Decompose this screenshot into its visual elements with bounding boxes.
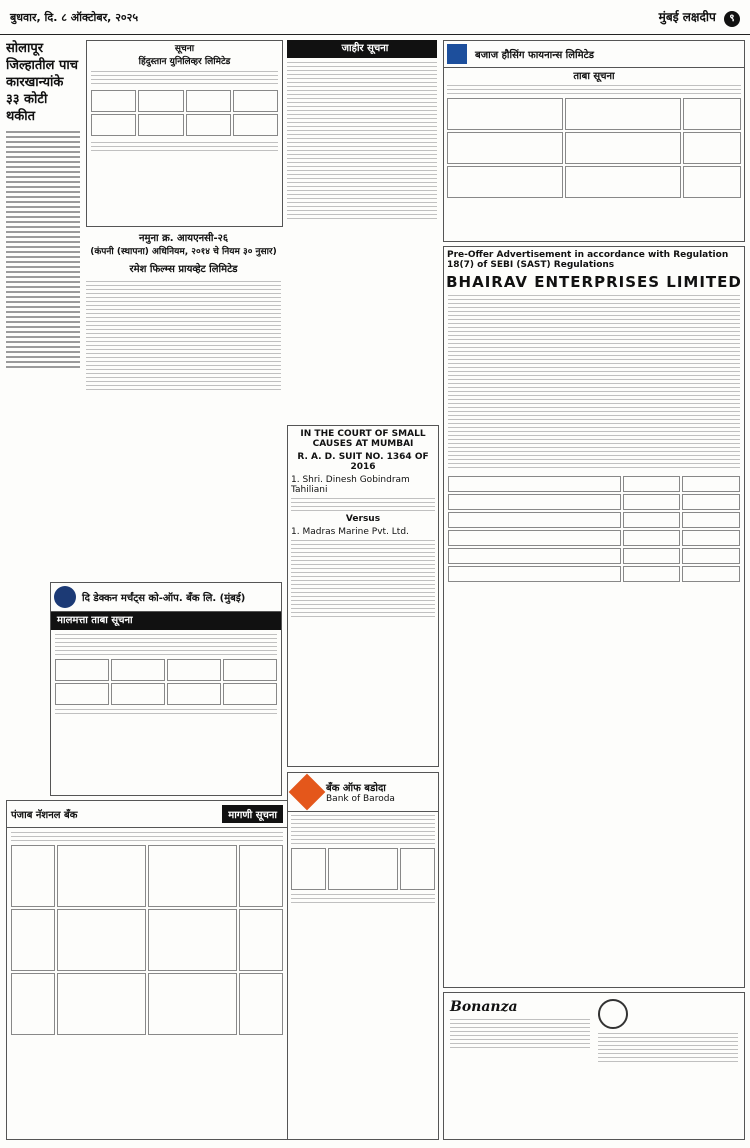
bhairav-offer [443,246,745,988]
form26-notice [86,230,281,575]
bonanza-logo: Bonanza [450,999,518,1015]
pnb-demand-notice [6,800,288,1140]
bonanza-footer [443,992,745,1140]
bajaj-logo-icon [447,44,467,64]
demand-notice-title: मागणी सूचना [222,805,283,823]
form26-title: नमुना क्र. आयएनसी-२६ [138,233,229,244]
deccan-bank-notice [50,582,282,796]
form26-subtitle: (कंपनी (स्थापना) अधिनियम, २०१४ चे नियम ३० नुसार) [90,247,277,257]
bajaj-notice-title: ताबा सूचना [573,71,615,82]
bob-logo-icon [289,774,326,811]
court-notice [287,425,439,767]
defendant: 1. Madras Marine Pvt. Ltd. [291,527,409,537]
public-notice-title: जाहीर सूचना [287,40,437,58]
masthead-date: बुधवार, दि. ८ ऑक्टोबर, २०२५ [10,11,139,24]
notice-title: सूचना [174,44,195,54]
bob-name: बँक ऑफ बडोदा [326,783,386,794]
article-body [6,131,80,368]
form26-company: रमेश फिल्म्स प्रायव्हेट लिमिटेड [129,264,238,275]
bajaj-notice [443,40,745,242]
plaintiff: 1. Shri. Dinesh Gobindram Tahiliani [291,475,410,495]
registrar-logo-icon [598,999,628,1029]
court-suit: R. A. D. SUIT NO. 1364 OF 2016 [297,452,429,472]
court-title: IN THE COURT OF SMALL CAUSES AT MUMBAI [300,429,426,449]
bank-logo-icon [54,586,76,608]
bhairav-name: BHAIRAV ENTERPRISES LIMITED [446,273,742,291]
bank-name: दि डेक्कन मर्चंट्स को-ऑप. बँक लि. (मुंबई) [82,593,246,604]
pnb-bank-name: पंजाब नॅशनल बँक [11,810,78,821]
masthead [0,0,750,35]
bajaj-name: बजाज हौसिंग फायनान्स लिमिटेड [475,50,595,61]
bhairav-lead: Pre-Offer Advertisement in accordance with Regulation 18(7) of SEBI (SAST) Regulations [447,250,729,270]
bob-notice [287,772,439,1140]
hul-notice [86,40,283,227]
public-notice [287,40,437,420]
page-number: ९ [724,11,740,27]
bob-name-en: Bank of Baroda [326,794,395,804]
versus: Versus [345,514,381,524]
possession-notice-title: मालमत्ता ताबा सूचना [51,612,281,630]
headline: सोलापूर जिल्हातील पाच कारखान्यांके ३३ कोटी थकीत [6,41,79,124]
company-name: हिंदुस्तान युनिलिव्हर लिमिटेड [138,57,231,67]
masthead-title: मुंबई लक्षदीप ९ [659,8,740,27]
